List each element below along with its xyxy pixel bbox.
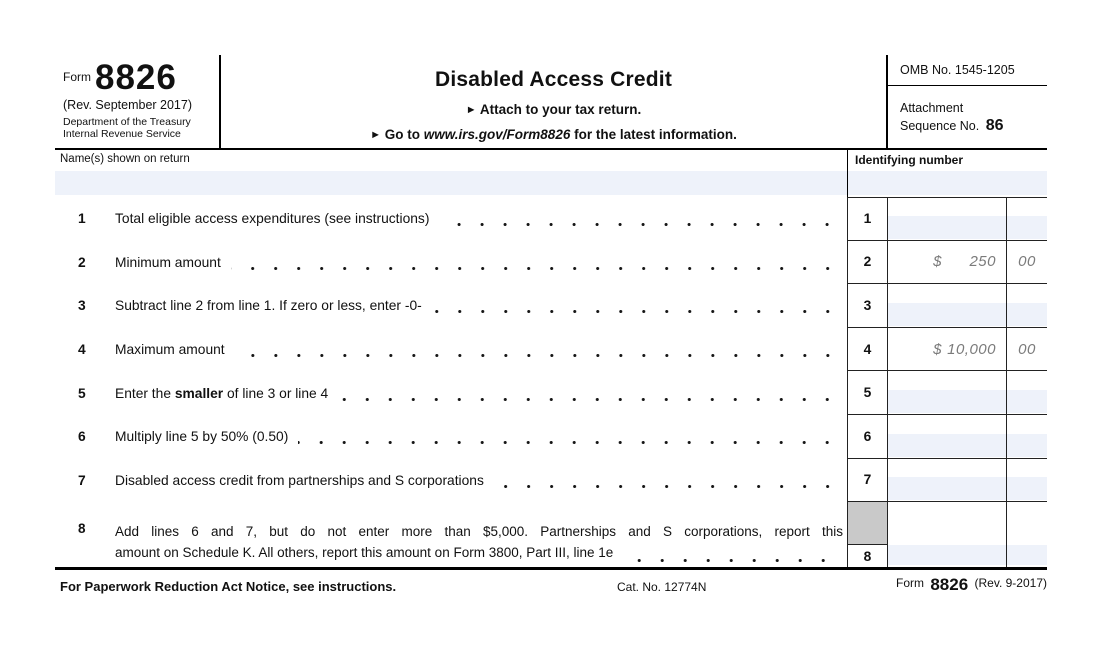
- table-row-line-1: [55, 197, 1047, 241]
- line-items-table: [55, 197, 1047, 570]
- dollar-sign: $: [933, 340, 942, 358]
- name-label: Name(s) shown on return: [60, 153, 190, 165]
- dot-leader: [432, 309, 839, 314]
- dot-leader: [235, 353, 839, 358]
- table-row-line-7: [55, 459, 1047, 503]
- line-3-box-number: 3: [847, 284, 888, 328]
- line-7-number: 7: [78, 472, 86, 488]
- line-3-cents-field[interactable]: [1007, 303, 1047, 326]
- dot-leader: [298, 440, 839, 445]
- sequence-number: 86: [985, 117, 1004, 134]
- identifying-number-label: Identifying number: [855, 153, 963, 167]
- line-2-box-number: 2: [847, 241, 888, 285]
- line-5-label: Enter the smaller of line 3 or line 4: [115, 385, 329, 401]
- line-6-cents-field[interactable]: [1007, 434, 1047, 457]
- title-block: [219, 55, 888, 148]
- line-4-number: 4: [78, 342, 86, 358]
- line-1-amount-field[interactable]: [888, 216, 1006, 239]
- name-cell: [55, 150, 847, 197]
- footer-form-id: [896, 575, 1047, 595]
- table-row-line-5: [55, 371, 1047, 415]
- table-row-line-3: [55, 284, 1047, 328]
- line-7-cents-field[interactable]: [1007, 477, 1047, 500]
- line-3-amount-field[interactable]: [888, 303, 1006, 326]
- dot-leader: [623, 558, 835, 563]
- line-8-shaded-cell: [848, 502, 887, 545]
- line-1-cents-field[interactable]: [1007, 216, 1047, 239]
- line-6-amount-field[interactable]: [888, 434, 1006, 457]
- form-number: 8826: [95, 58, 177, 97]
- line-3-label: Subtract line 2 from line 1. If zero or less, enter -0-: [115, 298, 422, 314]
- attachment-label: Attachment: [900, 101, 964, 115]
- line-3-number: 3: [78, 298, 86, 314]
- form-title: Disabled Access Credit: [434, 68, 673, 91]
- footer-revision: (Rev. 9-2017): [974, 576, 1047, 591]
- sequence-label: Sequence No.: [900, 119, 980, 133]
- form-8826: [55, 0, 1047, 601]
- line-4-label: Maximum amount: [115, 342, 225, 358]
- line-5-box-number: 5: [847, 371, 888, 415]
- line-8-cents-field[interactable]: [1007, 545, 1047, 565]
- line-8-box-number: 8: [863, 548, 872, 564]
- line-1-box-number: 1: [847, 197, 888, 241]
- omb-block: [888, 55, 1047, 148]
- dot-leader: [231, 266, 839, 271]
- line-5-cents-field[interactable]: [1007, 390, 1047, 413]
- attach-instruction: [221, 102, 886, 117]
- table-row-line-6: [55, 415, 1047, 459]
- attach-instruction-text: Attach to your tax return.: [479, 102, 642, 117]
- arrow-icon: ►: [370, 129, 382, 141]
- identifying-number-input[interactable]: [848, 171, 1047, 195]
- line-8-number: 8: [78, 521, 86, 537]
- line-2-label: Minimum amount: [115, 254, 221, 270]
- line-6-label: Multiply line 5 by 50% (0.50): [115, 429, 289, 445]
- dot-leader: [338, 397, 839, 402]
- attachment-sequence: [888, 86, 1047, 135]
- line-1-number: 1: [78, 211, 86, 227]
- line-8-amount-field[interactable]: [888, 545, 1006, 565]
- line-2-preprinted-cents: 00: [1018, 253, 1036, 271]
- arrow-icon: ►: [465, 104, 477, 116]
- line-4-preprinted-cents: 00: [1018, 340, 1036, 358]
- table-row-line-8: [55, 502, 1047, 567]
- catalog-number: Cat. No. 12774N: [617, 580, 707, 595]
- agency-line-2: Internal Revenue Service: [63, 128, 181, 140]
- line-2-preprinted-amount: $ 250: [933, 253, 996, 271]
- goto-prefix: Go to: [384, 127, 424, 142]
- line-7-amount-field[interactable]: [888, 477, 1006, 500]
- form-id-block: [55, 55, 219, 148]
- paperwork-notice: For Paperwork Reduction Act Notice, see instructions.: [60, 579, 397, 595]
- line-7-label: Disabled access credit from partnerships and S corporations: [115, 472, 484, 488]
- line-8-label: Add lines 6 and 7, but do not enter more than $5,000. Partnerships and S corporations, report this amount on Schedule K. All others, report this amount on Form 3800, Part III, line 1e: [115, 521, 847, 567]
- dollar-sign: $: [933, 253, 942, 271]
- identifying-number-cell: [847, 150, 1047, 197]
- form-header: [55, 55, 1047, 150]
- goto-instruction: [221, 127, 886, 142]
- line-6-box-number: 6: [847, 415, 888, 459]
- line-5-number: 5: [78, 385, 86, 401]
- footer-form-word: Form: [896, 576, 924, 591]
- revision-date: (Rev. September 2017): [63, 98, 192, 112]
- name-input[interactable]: [55, 171, 847, 195]
- line-1-label: Total eligible access expenditures (see instructions): [115, 211, 430, 227]
- dot-leader: [439, 222, 839, 227]
- name-id-row: [55, 150, 1047, 197]
- line-2-number: 2: [78, 254, 86, 270]
- table-row-line-2: [55, 241, 1047, 285]
- line-5-amount-field[interactable]: [888, 390, 1006, 413]
- irs-url: www.irs.gov/Form8826: [423, 127, 571, 142]
- form-footer: [55, 575, 1047, 601]
- dot-leader: [494, 484, 839, 489]
- line-7-box-number: 7: [847, 459, 888, 503]
- form-word: Form: [63, 70, 91, 84]
- line-4-box-number: 4: [847, 328, 888, 372]
- omb-number: OMB No. 1545-1205: [888, 55, 1047, 86]
- agency-line-1: Department of the Treasury: [63, 116, 191, 128]
- table-row-line-4: [55, 328, 1047, 372]
- line-6-number: 6: [78, 429, 86, 445]
- line-4-preprinted-amount: $ 10,000: [933, 340, 996, 358]
- footer-form-number: 8826: [930, 575, 969, 595]
- goto-suffix: for the latest information.: [570, 127, 737, 142]
